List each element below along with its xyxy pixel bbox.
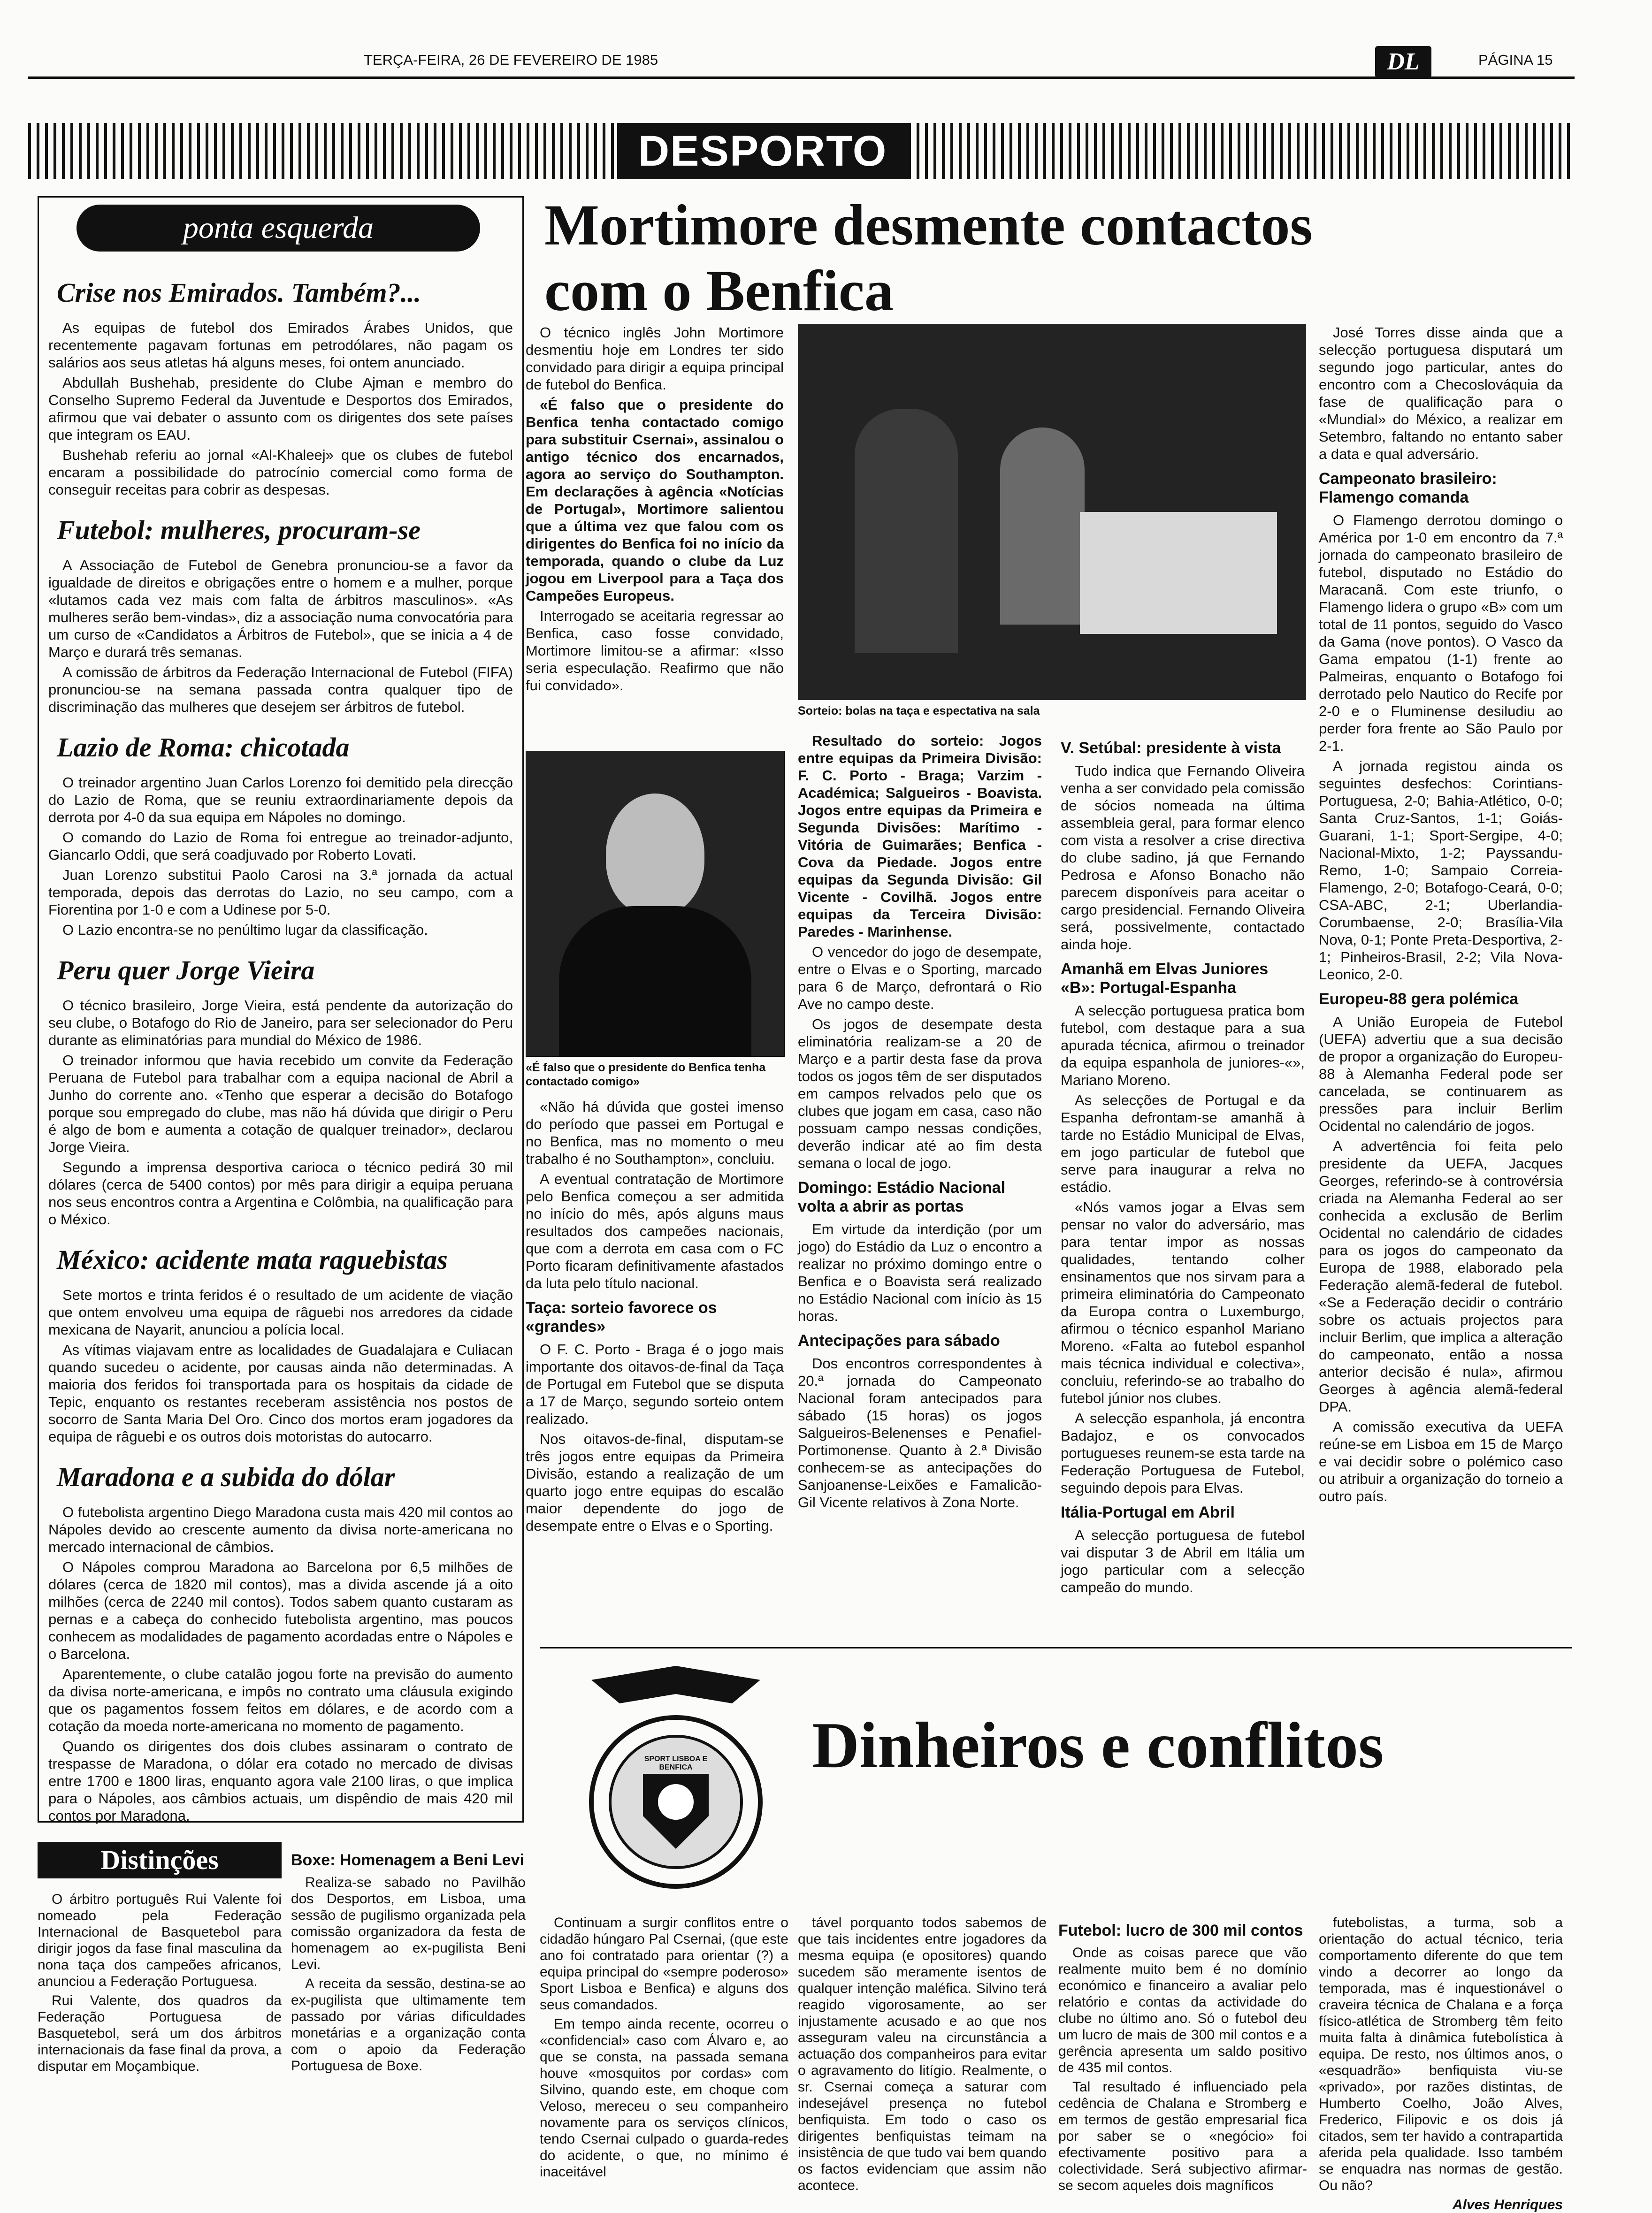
dinheiros-headline: Dinheiros e conflitos	[812, 1709, 1384, 1782]
paragraph: O técnico inglês John Mortimore desmentiu hoje em Londres ter sido convidado para dirigir a equipa principal de futebol do Benfica.	[526, 324, 784, 393]
distincoes-column	[38, 1891, 282, 2077]
paragraph: A advertência foi feita pelo presidente da UEFA, Jacques Georges, referindo-se à controvérsia criada na Alemanha Federal ao ser conhecida a exclusão de Berlim Ocidental no calendário de cidades para os jogos do campeonato da Europa de 1988, elaborado pela Federação alemã-federal de futebol. «Se a Federação decidir o contrário sobre os actuais projectos para incluir Berlim, que implica a alteração do campeonato, então a nossa anterior decisão é nula», afirmou Georges à agência alemã-federal DPA.	[1319, 1138, 1563, 1415]
paragraph: Abdullah Bushehab, presidente do Clube Ajman e membro do Conselho Supremo Federal da Juventude e Desportos dos Emirados, afirmou que vai debater o assunto com os dirigentes dos sete países que integram os EAU.	[48, 374, 513, 443]
paragraph: José Torres disse ainda que a selecção portuguesa disputará um segundo jogo particular, antes do encontro com a Checoslováquia da fase de qualificação para o «Mundial» do México, a realizar em Setembro, faltando no entanto saber a data e qual adversário.	[1319, 324, 1563, 462]
photo-people	[855, 409, 958, 653]
paragraph: Tudo indica que Fernando Oliveira venha a ser convidado pela comissão de sócios nomeada na última assembleia geral, para formar elenco com vista a resolver a crise directiva do clube sadino, já que Fernando Pedrosa e Afonso Bonacho não parecem disponíveis para aceitar o cargo presidencial. Fernando Oliveira será, possivelmente, contactado ainda hoje.	[1061, 763, 1305, 953]
paragraph: Tal resultado é influenciado pela cedência de Chalana e Stromberg e em termos de gestão empresarial fica por saber se o «negócio» foi efectivamente positivo para a colectividade. Será subjectivo afirmar-se secom aqueles dois magníficos	[1058, 2079, 1307, 2193]
article-title: Lazio de Roma: chicotada	[57, 732, 350, 763]
paragraph: «É falso que o presidente do Benfica tenha contactado comigo para substituir Csernai», assinalou o antigo técnico dos encarnados, agora ao serviço do Southampton. Em declarações à agência «Notícias de Portugal», Mortimore salientou que a última vez que falou com os dirigentes do Benfica foi no início da temporada, quando o clube da Luz jogou em Liverpool para a Taça dos Campeões Europeus.	[526, 397, 784, 604]
photo-table	[1080, 512, 1277, 634]
dinheiros-column-3	[1058, 1915, 1307, 2197]
paragraph: As equipas de futebol dos Emirados Árabes Unidos, que recentemente pagavam fortunas em petrodólares, não pagam os salários aos seus atletas há alguns meses, foi ontem anunciado.	[48, 320, 513, 371]
dl-logo-icon: DL	[1375, 46, 1431, 78]
paragraph: O Lazio encontra-se no penúltimo lugar da classificação.	[62, 922, 428, 938]
ponta-esquerda-box	[38, 196, 524, 1823]
paragraph: Resultado do sorteio: Jogos entre equipas da Primeira Divisão: F. C. Porto - Braga; Varzim - Académica; Salgueiros - Boavista. Jogos entre equipas da Primeira e Segunda Divisões: Marítimo - Vitória de Guimarães; Benfica - Cova da Piedade. Jogos entre equipas da Segunda Divisão: Gil Vicente - Covilhã. Jogos entre equipas da Terceira Divisão: Paredes - Marinhense.	[798, 733, 1042, 940]
paragraph: tável porquanto todos sabemos de que tais incidentes entre jogadores da mesma equipa (e opositores) quando sucedem são meramente isentos de qualquer intenção maléfica. Silvino terá reagido vigorosamente, ao ser injustamente acusado e ao que nos asseguram valeu na circunstância a actuação dos companheiros para evitar o agravamento do litígio. Realmente, o sr. Csernai começa a saturar com indesejável presença no futebol benfiquista. Em todo o caso os dirigentes benfiquistas teimam na insistência de que tudo vai bem quando os factos evidenciam que assim não acontece.	[798, 1915, 1047, 2193]
paragraph: Nos oitavos-de-final, disputam-se três jogos entre equipas da Primeira Divisão, estando a realização de um quarto jogo entre equipas do escalão maior dependente do jogo de desempate entre o Elvas e o Sporting.	[526, 1431, 784, 1534]
column-title: ponta esquerda	[76, 205, 480, 252]
paragraph: A selecção portuguesa pratica bom futebol, com destaque para a sua apurada técnica, afirmou o treinador da equipa espanhola de juniores-«», Mariano Moreno.	[1061, 1002, 1305, 1088]
paragraph: O técnico brasileiro, Jorge Vieira, está pendente da autorização do seu clube, o Botafogo do Rio de Janeiro, para ser selecionador do Peru durante as eliminatórias para mundial do México de 1986.	[48, 997, 513, 1048]
main-column-1	[526, 324, 784, 697]
sidebar-article	[48, 732, 513, 939]
paragraph: A União Europeia de Futebol (UEFA) advertiu que a sua decisão de propor a organização do Europeu-88 à Alemanha Federal pode ser cancelada, se continuarem as pressões para incluir Berlim Ocidental no calendário de jogos.	[1319, 1014, 1563, 1134]
paragraph: Aparentemente, o clube catalão jogou forte na previsão do aumento da divisa norte-americana, e impôs no contrato uma cláusula exigindo que os pagamentos fossem feitos em dólares, e de acordo com a cotação da moeda norte-americana no momento de pagamento.	[48, 1666, 513, 1734]
paragraph: Sete mortos e trinta feridos é o resultado de um acidente de viação que ontem envolveu uma equipa de râguebi nos arredores da cidade mexicana de Nayarit, anunciou a polícia local.	[48, 1287, 513, 1338]
subhead-italia: Itália-Portugal em Abril	[1061, 1503, 1235, 1521]
article-title: Crise nos Emirados. Também?...	[57, 277, 421, 308]
paragraph: O Flamengo derrotou domingo o América por 1-0 em encontro da 7.ª jornada do campeonato brasileiro de futebol, disputado no Estádio do Maracanã. Com este triunfo, o Flamengo lidera o grupo «B» com um total de 11 pontos, seguido do Vasco da Gama (nove pontos). O Vasco da Gama empatou (1-1) frente ao Palmeiras, enquanto o Botafogo foi derrotado pelo Nautico do Recife por 2-0 e o Fluminense desiludiu ao perder fora frente ao São Paulo por 2-1.	[1319, 512, 1563, 754]
paragraph: A selecção portuguesa de futebol vai disputar 3 de Abril em Itália um jogo particular com a selecção campeão do mundo.	[1061, 1527, 1305, 1595]
subhead-boxe: Boxe: Homenagem a Beni Levi	[291, 1851, 524, 1869]
paragraph: O futebolista argentino Diego Maradona custa mais 420 mil contos ao Nápoles devido ao crescente aumento da divisa norte-americana no mercado internacional de câmbios.	[48, 1504, 513, 1555]
subhead-brasil: Campeonato brasileiro: Flamengo comanda	[1319, 470, 1497, 506]
boxe-column	[291, 1844, 526, 2077]
dinheiros-column-1	[540, 1915, 788, 2183]
subhead-lucro: Futebol: lucro de 300 mil contos	[1058, 1922, 1303, 1939]
paragraph: A comissão executiva da UEFA reúne-se em Lisboa em 15 de Março e vai decidir sobre o polémico caso ou atribuir a organização do torneio a outro país.	[1319, 1419, 1563, 1504]
banner-stripes-right	[908, 123, 1575, 179]
paragraph: Continuam a surgir conflitos entre o cidadão húngaro Pal Csernai, (que este ano foi contratado para orientar (?) a equipa principal do «sempre poderoso» Sport Lisboa e Benfica) e alguns dos seus comandados.	[540, 1915, 788, 2013]
article-title: Maradona e a subida do dólar	[57, 1462, 395, 1492]
paragraph: Bushehab referiu ao jornal «Al-Khaleej» que os clubes de futebol encaram a possibilidade do patrocínio comercial como forma de conseguir receitas para cobrir as despesas.	[48, 447, 513, 498]
paragraph: A jornada registou ainda os seguintes desfechos: Corintians-Portuguesa, 2-0; Bahia-Atlético, 0-0; Santa Cruz-Santos, 1-1; Goiás-Guarani, 1-1; Sport-Sergipe, 4-0; Nacional-Mixto, 1-2; Payssandu-Remo, 1-0; Sampaio Correia-Flamengo, 2-0; Botafogo-Ceará, 0-0; CSA-ABC, 2-1; Uberlandia-Corumbaense, 2-0; Brasília-Vila Nova, 0-1; Ponte Preta-Desportiva, 2-1; Pinheiros-Brasil, 2-2; Vila Nova-Leonico, 2-0.	[1319, 758, 1563, 983]
emblem-text: SPORT LISBOA E BENFICA	[644, 1755, 708, 1771]
paragraph: Juan Lorenzo substitui Paolo Carosi na 3.ª jornada da actual temporada, depois das derrotas do Lazio, no seu campo, com a Fiorentina por 1-0 e com a Udinese por 5-0.	[48, 867, 513, 918]
paragraph: O treinador argentino Juan Carlos Lorenzo foi demitido pela direcção do Lazio de Roma, que se reuniu extraordinariamente depois da derrota por 4-0 da sua equipa em Nápoles no domingo.	[48, 774, 513, 825]
paragraph: A Associação de Futebol de Genebra pronunciou-se a favor da igualdade de direitos e obrigações entre o homem e a mulher, porque «lutamos cada vez mais com falta de árbitros masculinos». «As mulheres serão bem-vindas», diz a associação numa convocatória para um curso de «Candidatos a Árbitros de Futebol», que se inicia a 4 de Março e durará três semanas.	[48, 557, 513, 660]
subhead-elvas: Amanhã em Elvas Juniores «B»: Portugal-Espanha	[1061, 960, 1269, 997]
paragraph: A comissão de árbitros da Federação Internacional de Futebol (FIFA) pronunciou-se na semana passada contra qualquer tipo de discriminação das mulheres que desejem ser árbitros de futebol.	[48, 664, 513, 715]
article-title: Peru quer Jorge Vieira	[57, 955, 315, 985]
main-column-1b	[526, 1098, 784, 1537]
dinheiros-column-2	[798, 1915, 1047, 2197]
page-date: TERÇA-FEIRA, 26 DE FEVEREIRO DE 1985	[364, 52, 658, 68]
portrait-shoulders	[559, 906, 751, 1056]
article-title: Futebol: mulheres, procuram-se	[57, 515, 421, 545]
paragraph: Em virtude da interdição (por um jogo) do Estádio da Luz o encontro a realizar no próximo domingo entre o Benfica e o Boavista será realizado no Estádio Nacional com início às 15 horas.	[798, 1221, 1042, 1324]
section-divider	[540, 1647, 1572, 1648]
paragraph: As vítimas viajavam entre as localidades de Guadalajara e Culiacan quando sucedeu o acidente, por causas ainda não determinadas. A maioria dos feridos foi transportada para os hospitais da cidade de Tepic, enquanto os restantes receberam assistência nos postos de socorro de Santa Maria Del Oro. Cinco dos mortos eram jogadores da equipa de râguebi e os outros dois motoristas do autocarro.	[48, 1342, 513, 1445]
paragraph: futebolistas, a turma, sob a orientação do actual técnico, teria comportamento diferente do que tem vindo a decorrer ao longo da temporada, mas é inquestionável o craveira técnica de Chalana e a força físico-atlética de Stromberg têm feito muita falta à dinâmica futebolística à equipa. De resto, nos últimos anos, o «esquadrão» benfiquista viu-se «privado», por razões distintas, de Humberto Coelho, João Alves, Frederico, Filipovic e os dois já citados, sem ter havido a contrapartida aferida pela qualidade. Isso também se enquadra nas normas de gestão. Ou não?	[1319, 1915, 1563, 2193]
paragraph: Onde as coisas parece que vão realmente muito bem é no domínio económico e financeiro a avaliar pelo relatório e contas da actividade do clube no último ano. Só o futebol deu um lucro de mais de 300 mil contos e a gerência apresenta um saldo positivo de 435 mil contos.	[1058, 1945, 1307, 2076]
main-headline: Mortimore desmente contactos com o Benfica	[544, 193, 1313, 323]
paragraph: O Nápoles comprou Maradona ao Barcelona por 6,5 milhões de dólares (cerca de 1820 mil contos), mas a divida ascende já a oito milhões (cerca de 2240 mil contos). Todos sabem quanto custaram as pernas e a cabeça do conhecido futebolista argentino, mas poucos conhecem as modalidades de pagamento acordadas entre o Nápoles e o Barcelona.	[48, 1559, 513, 1662]
sidebar-article	[48, 954, 513, 1228]
paragraph: «Nós vamos jogar a Elvas sem pensar no valor do adversário, mas para tentar impor as nossas qualidades, tentando colher ensinamentos que nos sirvam para a primeira eliminatória do Campeonato da Europa contra o Luxemburgo, afirmou o técnico espanhol Mariano Moreno. «Falta ao futebol espanhol mais técnica individual e colectiva», concluiu, referindo-se ao trabalho do futebol júnior nos clubes.	[1061, 1199, 1305, 1406]
subhead-taca: Taça: sorteio favorece os «grandes»	[526, 1299, 717, 1335]
main-column-2	[798, 732, 1042, 1514]
sidebar-article	[48, 1461, 513, 1824]
paragraph: Segundo a imprensa desportiva carioca o técnico pedirá 30 mil dólares (cerca de 5400 contos) por mês para dirigir a equipa peruana nos seus encontros contra a Argentina e Colômbia, na qualificação para o México.	[48, 1159, 513, 1228]
subhead-europeu: Europeu-88 gera polémica	[1319, 990, 1519, 1008]
paragraph: Rui Valente, dos quadros da Federação Portuguesa de Basquetebol, será um dos árbitros internacionais da fase final da prova, a disputar em Moçambique.	[38, 1993, 282, 2074]
paragraph: Dos encontros correspondentes à 20.ª jornada do Campeonato Nacional foram antecipados para sábado (15 horas) os jogos Salgueiros-Belenenses e Penafiel-Portimonense. Quanto à 2.ª Divisão conhecem-se as antecipações do Sanjoanense-Leixões e Famalicão-Gil Vicente relativos à Zona Norte.	[798, 1355, 1042, 1511]
subhead-setubal: V. Setúbal: presidente à vista	[1061, 739, 1281, 757]
paragraph: A selecção espanhola, já encontra Badajoz, e os convocados portugueses reunem-se esta tarde na Federação Portuguesa de Futebol, seguindo depois para Elvas.	[1061, 1410, 1305, 1496]
sidebar-article	[48, 514, 513, 716]
author-byline: Alves Henriques	[1452, 2197, 1563, 2213]
paragraph: O vencedor do jogo de desempate, entre o Elvas e o Sporting, marcado para 6 de Março, defrontará o Rio Ave no campo deste.	[798, 944, 1042, 1012]
distincoes-title: Distinções	[38, 1842, 282, 1878]
sidebar-column	[48, 261, 513, 1827]
paragraph: O treinador informou que havia recebido um convite da Federação Peruana de Futebol para trabalhar com a equipa nacional de Abril a Junho do corrente ano. «Tenho que esperar a decisão do Botafogo porque sou empregado do clube, mas não há dúvida que dirigir o Peru é algo de bom e aumenta a cotação de qualquer treinador», declarou Jorge Vieira.	[48, 1052, 513, 1155]
header-rule	[28, 76, 1575, 79]
paragraph: Os jogos de desempate desta eliminatória realizam-se a 20 de Março e a partir desta fase da prova todos os jogos têm de ser disputados em campos relvados pelo que os clubes que jogam em casa, caso não possuam campo nessas condições, deverão indicar até ao fim desta semana o local de jogo.	[798, 1016, 1042, 1171]
paragraph: As selecções de Portugal e da Espanha defrontam-se amanhã à tarde no Estádio Municipal de Elvas, em jogo particular de futebol que serve para inaugurar a relva no estádio.	[1061, 1092, 1305, 1195]
article-title: México: acidente mata raguebistas	[57, 1244, 448, 1275]
photo-caption: Sorteio: bolas na taça e espectativa na sala	[798, 704, 1040, 717]
paragraph: «Não há dúvida que gostei imenso do período que passei em Portugal e no Benfica, mas no momento o meu trabalho é no Southampton», concluiu.	[526, 1099, 784, 1167]
section-title: DESPORTO	[617, 123, 908, 179]
paragraph: O árbitro português Rui Valente foi nomeado pela Federação Internacional de Basquetebol para dirigir jogos da fase final masculina da nona taça dos campeões africanos, anunciou a Federação Portuguesa.	[38, 1892, 282, 1989]
paragraph: Quando os dirigentes dos dois clubes assinaram o contrato de trespasse de Maradona, o dólar era cotado no mercado de divisas entre 1700 e 1800 liras, enquanto agora vale 2100 liras, o que implica para o Nápoles, aos câmbios actuais, um dispêndio de mais 420 mil contos por Maradona.	[48, 1738, 513, 1824]
page-number: PÁGINA 15	[1478, 52, 1553, 68]
paragraph: A receita da sessão, destina-se ao ex-pugilista que ultimamente tem passado por várias dificuldades monetárias e a organização conta com o apoio da Federação Portuguesa de Boxe.	[291, 1976, 526, 2074]
sorteio-photo	[798, 324, 1306, 700]
main-column-3	[1061, 732, 1305, 1599]
dinheiros-column-4	[1319, 1915, 1563, 2213]
subhead-domingo: Domingo: Estádio Nacional volta a abrir as portas	[798, 1179, 1006, 1215]
paragraph: O comando do Lazio de Roma foi entregue ao treinador-adjunto, Giancarlo Oddi, que será coadjuvado por Roberto Lovati.	[48, 829, 513, 863]
portrait-photo	[526, 751, 785, 1057]
sidebar-article	[48, 277, 513, 498]
benfica-emblem-icon	[577, 1661, 774, 1900]
paragraph: Realiza-se sabado no Pavilhão dos Desportos, em Lisboa, uma sessão de pugilismo organizada pela comissão organizadora da festa de homenagem ao ex-pugilista Beni Levi.	[291, 1875, 526, 1972]
paragraph: Interrogado se aceitaria regressar ao Benfica, caso fosse convidado, Mortimore limitou-se a afirmar: «Isso seria especulação. Reafirmo que não fui convidado».	[526, 608, 784, 694]
subhead-antecipacoes: Antecipações para sábado	[798, 1332, 1000, 1350]
portrait-figure	[606, 794, 704, 916]
main-column-4	[1319, 324, 1563, 1508]
photo-people	[1000, 427, 1085, 625]
paragraph: A eventual contratação de Mortimore pelo Benfica começou a ser admitida no início do mês, após alguns maus resultados dos campeões nacionais, que com a derrota em casa com o FC Porto ficaram definitivamente afastados da luta pelo título nacional.	[526, 1171, 784, 1291]
portrait-caption: «É falso que o presidente do Benfica tenha contactado comigo»	[526, 1061, 766, 1088]
paragraph: Em tempo ainda recente, ocorreu o «confidencial» caso com Álvaro e, ao que se consta, na passada semana houve «mosquitos por cordas» com Silvino, quando este, em choque com Veloso, mereceu o seu companheiro novamente para os serviços clínicos, tendo Csernai culpado o guarda-redes do acidente, o que, no mínimo é inaceitável	[540, 2016, 788, 2180]
banner-stripes-left	[28, 123, 617, 179]
sidebar-article	[48, 1244, 513, 1445]
paragraph: O F. C. Porto - Braga é o jogo mais importante dos oitavos-de-final da Taça de Portugal em Futebol que se disputa a 17 de Março, segundo sorteio ontem realizado.	[526, 1341, 784, 1427]
